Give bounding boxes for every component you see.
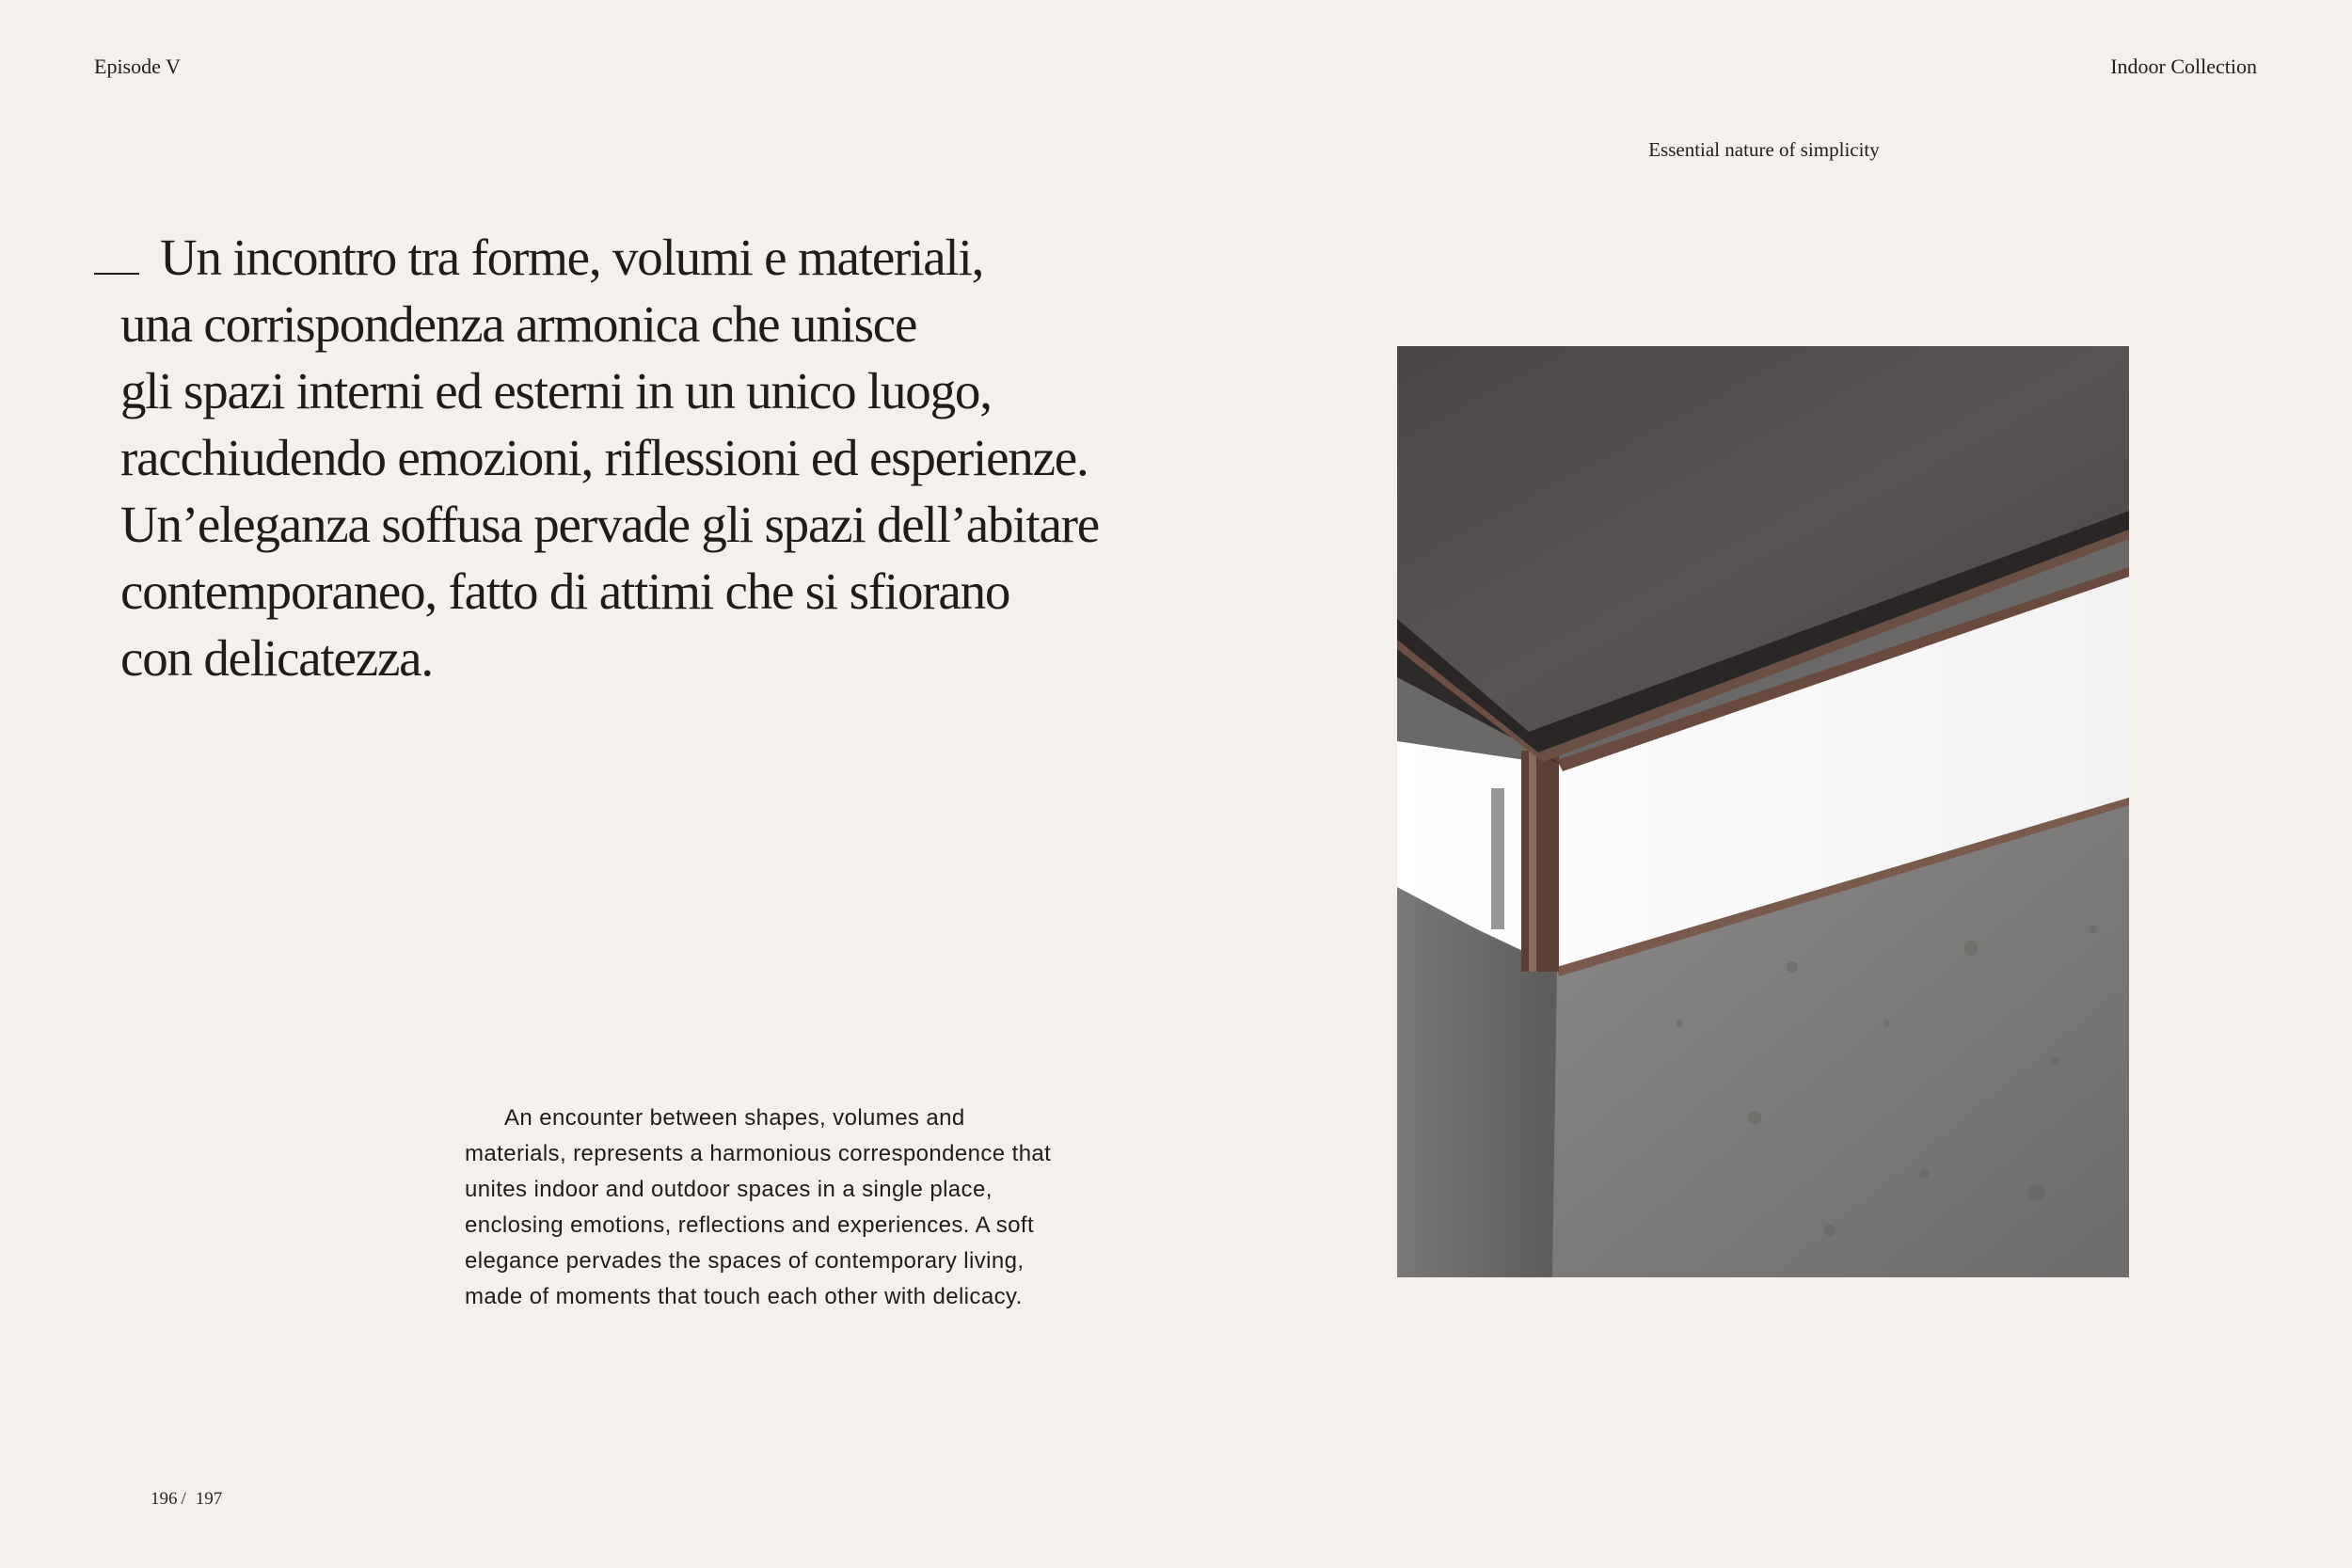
photo-caption: Essential nature of simplicity (1648, 138, 1880, 161)
quote-line: una corrispondenza armonica che unisce (120, 295, 917, 353)
quote-lines (94, 224, 1110, 691)
page-number-left: 196 (151, 1489, 178, 1509)
quote-line: racchiudendo emozioni, riflessioni ed esperienze. (120, 429, 1089, 486)
quote-line: gli spazi interni ed esterni in un unico luogo, (120, 362, 992, 420)
page-numbers (151, 1489, 222, 1510)
quote-dash (94, 273, 139, 275)
italian-quote (94, 224, 1110, 691)
architecture-photo (1397, 346, 2129, 1277)
episode-label: Episode V (94, 55, 181, 78)
quote-line: contemporaneo, fatto di attimi che si sfiorano (120, 562, 1010, 620)
quote-line: Un’eleganza soffusa pervade gli spazi dell’abitare (120, 496, 1100, 553)
english-paragraph (465, 1101, 1067, 1315)
quote-line: con delicatezza. (120, 629, 433, 687)
page-number-right: 197 (195, 1489, 223, 1509)
page-number-separator: / (181, 1489, 186, 1509)
english-paragraph-text: An encounter between shapes, volumes and materials, represents a harmonious correspondence that unites indoor and outdoor spaces in a single place, enclosing emotions, reflections and experiences. A soft elegance pervades the spaces of contemporary living, made of moments that touch each other with delicacy. (465, 1105, 1052, 1309)
quote-line: Un incontro tra forme, volumi e materiali, (160, 229, 984, 286)
collection-label: Indoor Collection (2110, 55, 2257, 78)
